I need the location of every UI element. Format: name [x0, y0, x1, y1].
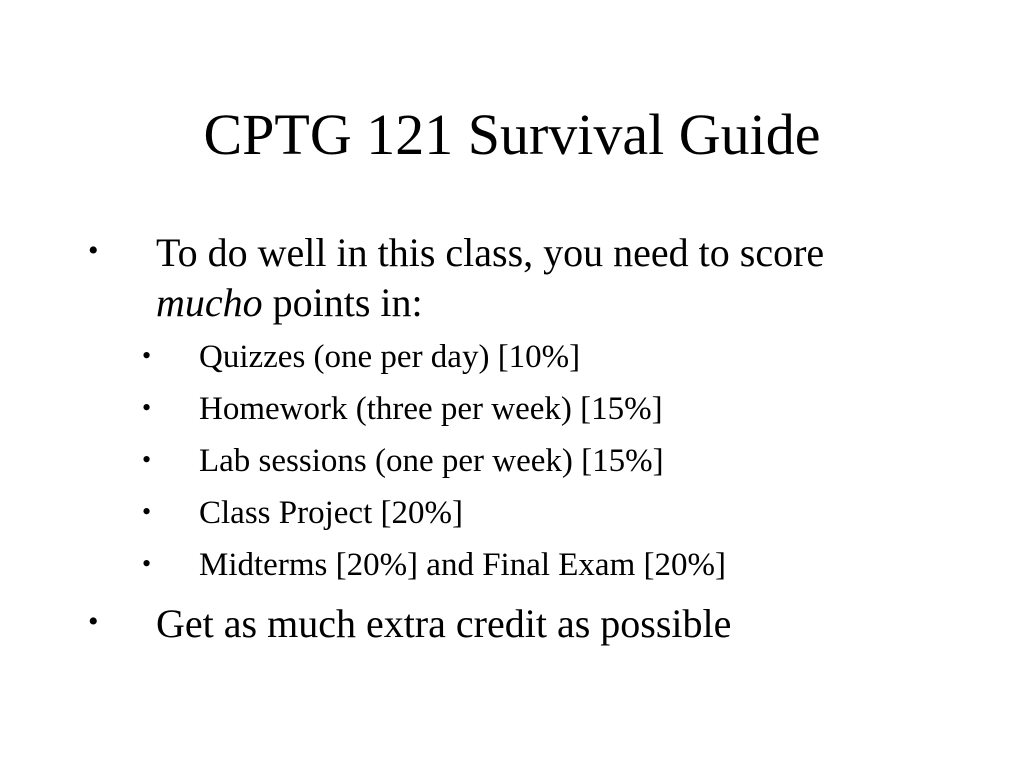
sub-bullet-text: Homework (three per week) [15%] — [199, 391, 663, 427]
slide-title: CPTG 121 Survival Guide — [203, 102, 821, 167]
bullet-marker: • — [142, 393, 152, 422]
bullet-marker: • — [142, 497, 152, 526]
sub-bullet-text: Quizzes (one per day) [10%] — [199, 339, 581, 375]
bullet-text-main: To do well in this class, you need to score — [156, 230, 825, 275]
sub-bullet-text: Midterms [20%] and Final Exam [20%] — [199, 547, 726, 583]
bullet-text: Get as much extra credit as possible — [156, 601, 732, 646]
bullet-text-tail: points in: — [262, 280, 423, 325]
bullet-marker: • — [142, 445, 152, 474]
sub-bullet-text: Class Project [20%] — [199, 495, 463, 531]
bullet-marker: • — [142, 341, 152, 370]
bullet-text-emphasis: mucho — [156, 280, 263, 325]
bullet-marker: • — [88, 605, 99, 638]
sub-bullet-text: Lab sessions (one per week) [15%] — [199, 443, 664, 479]
bullet-marker: • — [142, 549, 152, 578]
bullet-marker: • — [88, 234, 99, 267]
bullet-text — [156, 228, 956, 328]
